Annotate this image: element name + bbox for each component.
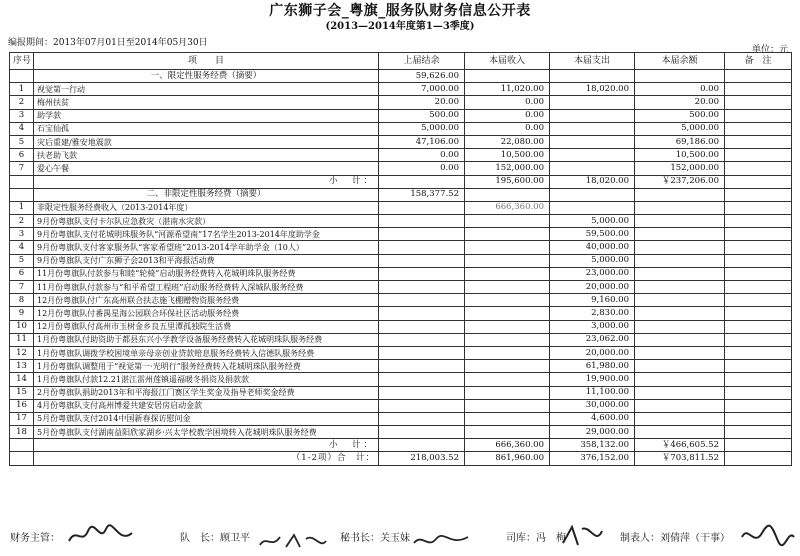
row-item: 石宝仙孤 [34,122,379,135]
empty-cell [379,360,465,373]
row-income [465,412,550,425]
row-remark [725,426,792,439]
row-income [465,399,550,412]
report-period: 编报期间：2013年07月01日至2014年05月30日 [8,38,208,48]
section-carryover: 59,626.00 [379,70,465,83]
grand-total-prev: 218,003.52 [379,452,465,465]
row-item: 1月份粤旗队调整用于“视觉第一·光明行”服务经费转入花城明珠队服务经费 [34,360,379,373]
row-expense: 23,000.00 [550,267,635,280]
row-item: 1月份粤旗队付款12.21湛江雷州莲镇遥福暖冬捐资及捐款款 [34,373,379,386]
row-income: 0.00 [465,122,550,135]
captain-signature [258,531,328,556]
row-remark [725,320,792,333]
empty-cell [379,426,465,439]
row-item: 5月份粤旗队支付2014中国新春探访慰问金 [34,412,379,425]
row-seq: 6 [10,149,34,162]
row-income: 22,080.00 [465,135,550,148]
row-income: 0.00 [465,96,550,109]
row-item: 9月份粤旗队支付广东狮子会2013和平海报活动费 [34,254,379,267]
section-carryover: 158,377.52 [379,188,465,201]
table-row [10,241,792,254]
empty-cell [635,399,725,412]
captain-label: 队 长：顾卫平 [180,533,250,544]
empty-cell [635,386,725,399]
row-item: 1月份粤旗队调拨学校困境单亲母亲创业贷款赔息服务经费转入信德队服务经费 [34,346,379,359]
table-row [10,162,792,175]
row-seq: 1 [10,201,34,214]
row-seq: 7 [10,162,34,175]
grand-total-balance: ￥703,811.52 [635,452,725,465]
table-row [10,254,792,267]
signature-footer [0,519,800,549]
row-remark [725,83,792,96]
row-prev-balance: 0.00 [379,149,465,162]
row-item: 非限定性服务经费收入（2013-2014年度） [34,201,379,214]
subtotal-expense: 18,020.00 [550,175,635,188]
empty-cell [635,281,725,294]
table-row [10,399,792,412]
row-expense: 9,160.00 [550,294,635,307]
empty-cell [10,175,34,188]
row-seq: 7 [10,281,34,294]
row-remark [725,254,792,267]
row-income [465,241,550,254]
empty-cell [635,294,725,307]
row-income [465,360,550,373]
col-balance: 本届余额 [635,53,725,70]
row-item: 12月份粤旗队付高州市玉树金乡良五里潭孤独院生活费 [34,320,379,333]
row-seq: 5 [10,254,34,267]
row-seq: 2 [10,215,34,228]
row-remark [725,399,792,412]
row-expense [550,96,635,109]
col-expense: 本届支出 [550,53,635,70]
empty-cell [379,320,465,333]
empty-cell [635,228,725,241]
row-income: 152,000.00 [465,162,550,175]
section-heading-row [10,188,792,201]
subtotal-row [10,175,792,188]
table-row [10,267,792,280]
row-remark [725,360,792,373]
empty-cell [379,386,465,399]
empty-cell [635,215,725,228]
table-row [10,320,792,333]
grand-total-income: 861,960.00 [465,452,550,465]
empty-cell [379,267,465,280]
row-item: 1月份粤旗队付助资助于都县东兴小学教学设备服务经费转入花城明珠队服务经费 [34,333,379,346]
row-seq: 14 [10,373,34,386]
row-expense [550,135,635,148]
row-expense: 3,000.00 [550,320,635,333]
row-balance: 10,500.00 [635,149,725,162]
table-row [10,228,792,241]
row-seq: 9 [10,307,34,320]
row-seq: 2 [10,96,34,109]
empty-cell [379,399,465,412]
row-remark [725,215,792,228]
row-item: 11月份粤旗队付款参与“和平希望工程班”启动服务经费转入深城队服务经费 [34,281,379,294]
col-remark: 备 注 [725,53,792,70]
row-remark [725,307,792,320]
row-expense [550,122,635,135]
row-seq: 1 [10,83,34,96]
finance-signature [66,523,136,554]
table-row [10,333,792,346]
row-item: 9月份粤旗队支付客家服务队“客家希望班”2013-2014学年助学金（10人） [34,241,379,254]
row-seq: 15 [10,386,34,399]
empty-cell [379,373,465,386]
row-item: 12月份粤旗队付番禺星海公园联合环保社区活动服务经费 [34,307,379,320]
section-heading: 一、限定性服务经费（摘要） [34,70,379,83]
empty-cell [635,346,725,359]
heading-seq [10,188,34,201]
row-income: 10,500.00 [465,149,550,162]
table-row [10,360,792,373]
empty-cell [550,70,635,83]
empty-cell [635,254,725,267]
subtotal-balance: ￥237,206.00 [635,175,725,188]
empty-cell [379,346,465,359]
currency-unit: 单位：元 [751,45,788,55]
row-expense: 30,000.00 [550,399,635,412]
row-income [465,333,550,346]
row-expense: 20,000.00 [550,346,635,359]
row-remark [725,333,792,346]
row-expense: 61,980.00 [550,360,635,373]
row-income [465,294,550,307]
empty-cell [379,439,465,452]
row-remark [725,412,792,425]
row-remark [725,122,792,135]
row-remark [725,294,792,307]
row-expense: 2,830.00 [550,307,635,320]
row-expense: 59,500.00 [550,228,635,241]
empty-cell [635,412,725,425]
row-expense: 23,062.00 [550,333,635,346]
row-item: 5月份粤旗队支付湖南益阳欣家湖乡·兴太学校教学困境转入花城明珠队服务经费 [34,426,379,439]
row-item: 4月份粤旗队支付高州博爱共建安居房启动金款 [34,399,379,412]
table-row [10,83,792,96]
empty-cell [379,201,465,214]
row-seq: 5 [10,135,34,148]
row-income [465,426,550,439]
subtotal-row [10,439,792,452]
form-subtitle: (2013—2014年度第1—3季度) [325,21,475,32]
row-item: 助学款 [34,109,379,122]
empty-cell [725,188,792,201]
empty-cell [635,320,725,333]
table-row [10,122,792,135]
row-expense: 40,000.00 [550,241,635,254]
row-prev-balance: 500.00 [379,109,465,122]
row-remark [725,267,792,280]
empty-cell [635,70,725,83]
row-balance: 0.00 [635,83,725,96]
table-row [10,373,792,386]
row-income [465,386,550,399]
row-prev-balance: 7,000.00 [379,83,465,96]
heading-seq [10,70,34,83]
empty-cell [635,426,725,439]
row-remark [725,346,792,359]
empty-cell [379,175,465,188]
row-income [465,228,550,241]
secretary-label: 秘书长：关玉妹 [340,533,410,544]
subtotal-label: 小 计： [34,439,379,452]
row-remark [725,373,792,386]
row-item: 梅州扶贫 [34,96,379,109]
row-remark [725,228,792,241]
empty-cell [635,373,725,386]
col-seq: 序号 [10,53,34,70]
row-remark [725,109,792,122]
row-expense: 18,020.00 [550,83,635,96]
row-expense [550,201,635,214]
row-income: 666,360.00 [465,201,550,214]
table-row [10,281,792,294]
finance-supervisor-label: 财务主管： [10,533,60,544]
row-seq: 17 [10,412,34,425]
row-item: 爱心午餐 [34,162,379,175]
empty-cell [379,228,465,241]
row-item: 视觉第一行动 [34,83,379,96]
empty-cell [635,201,725,214]
subtotal-expense: 358,132.00 [550,439,635,452]
empty-cell [379,333,465,346]
row-remark [725,201,792,214]
table-row [10,135,792,148]
empty-cell [379,215,465,228]
row-income [465,254,550,267]
preparer-label: 制表人：刘倩萍（干事） [620,533,730,544]
secretary-signature [412,531,472,556]
row-seq: 16 [10,399,34,412]
table-row [10,426,792,439]
table-row [10,109,792,122]
grand-total-expense: 376,152.00 [550,452,635,465]
empty-cell [725,175,792,188]
subtotal-income: 666,360.00 [465,439,550,452]
empty-cell [635,307,725,320]
empty-cell [379,307,465,320]
row-income [465,215,550,228]
row-balance: 69,186.00 [635,135,725,148]
empty-cell [379,412,465,425]
empty-cell [635,241,725,254]
row-remark [725,241,792,254]
row-seq: 12 [10,346,34,359]
row-balance: 500.00 [635,109,725,122]
empty-cell [465,188,550,201]
preparer-signature [740,523,796,554]
treasurer-label: 司库：冯 梅 [506,533,566,544]
row-balance: 152,000.00 [635,162,725,175]
form-title: 广东狮子会_粤旗_服务队财务信息公开表 [269,3,531,19]
row-seq: 11 [10,333,34,346]
row-item: 灾后重建/雅安地震款 [34,135,379,148]
empty-cell [379,294,465,307]
row-seq: 8 [10,294,34,307]
empty-cell [635,188,725,201]
row-income [465,320,550,333]
row-remark [725,96,792,109]
row-prev-balance: 47,106.00 [379,135,465,148]
table-header-row [10,53,792,70]
subtotal-income: 195,600.00 [465,175,550,188]
table-row [10,386,792,399]
row-remark [725,135,792,148]
empty-cell [725,70,792,83]
empty-cell [465,70,550,83]
row-balance: 5,000.00 [635,122,725,135]
table-row [10,215,792,228]
section-heading: 二、非限定性服务经费（摘要） [34,188,379,201]
row-seq: 18 [10,426,34,439]
empty-cell [725,439,792,452]
table-row [10,412,792,425]
empty-cell [635,267,725,280]
empty-cell [635,360,725,373]
table-row [10,346,792,359]
row-remark [725,162,792,175]
table-row [10,294,792,307]
row-remark [725,386,792,399]
col-prev-balance: 上届结余 [379,53,465,70]
section-heading-row [10,70,792,83]
table-row [10,307,792,320]
table-row [10,96,792,109]
row-expense: 4,600.00 [550,412,635,425]
row-item: 2月份粤旗队捐助2013年和平海报江门赛区学生奖金及指导老师奖金经费 [34,386,379,399]
row-item: 12月份粤旗队付广东高州联合扶志施飞棚赠物资服务经费 [34,294,379,307]
row-item: 11月份粤旗队付款参与和睦“轮椅”启动服务经费转入花城明珠队服务经费 [34,267,379,280]
empty-cell [550,188,635,201]
row-remark [725,281,792,294]
subtotal-balance: ￥466,605.52 [635,439,725,452]
row-expense: 19,900.00 [550,373,635,386]
row-seq: 3 [10,109,34,122]
row-seq: 6 [10,267,34,280]
row-income [465,267,550,280]
row-seq: 10 [10,320,34,333]
row-income [465,307,550,320]
row-income [465,346,550,359]
grand-total-label: （1-2项）合 计： [34,452,379,465]
row-expense: 20,000.00 [550,281,635,294]
row-remark [725,149,792,162]
row-item: 扶老助飞款 [34,149,379,162]
row-income [465,373,550,386]
grand-total-row [10,452,792,465]
row-income: 0.00 [465,109,550,122]
row-item: 9月份粤旗队支付卡尔队应急救灾（湛南水灾款） [34,215,379,228]
row-seq: 4 [10,241,34,254]
row-prev-balance: 20.00 [379,96,465,109]
row-balance: 20.00 [635,96,725,109]
col-item: 项 目 [34,53,379,70]
row-seq: 3 [10,228,34,241]
row-prev-balance: 0.00 [379,162,465,175]
finance-table [9,52,792,466]
row-expense [550,162,635,175]
row-item: 9月份粤旗队支付花城明珠服务队“河源希望南”17名学生2013-2014年度助学金 [34,228,379,241]
empty-cell [10,439,34,452]
row-expense [550,109,635,122]
row-income [465,281,550,294]
empty-cell [635,333,725,346]
row-income: 11,020.00 [465,83,550,96]
col-income: 本届收入 [465,53,550,70]
empty-cell [379,254,465,267]
table-row [10,149,792,162]
row-prev-balance: 5,000.00 [379,122,465,135]
empty-cell [379,241,465,254]
row-expense: 11,100.00 [550,386,635,399]
row-seq: 4 [10,122,34,135]
row-expense: 29,000.00 [550,426,635,439]
table-row [10,201,792,214]
row-expense: 5,000.00 [550,254,635,267]
row-expense [550,149,635,162]
subtotal-label: 小 计： [34,175,379,188]
row-expense: 5,000.00 [550,215,635,228]
empty-cell [379,281,465,294]
row-seq: 13 [10,360,34,373]
treasurer-signature [560,523,604,554]
